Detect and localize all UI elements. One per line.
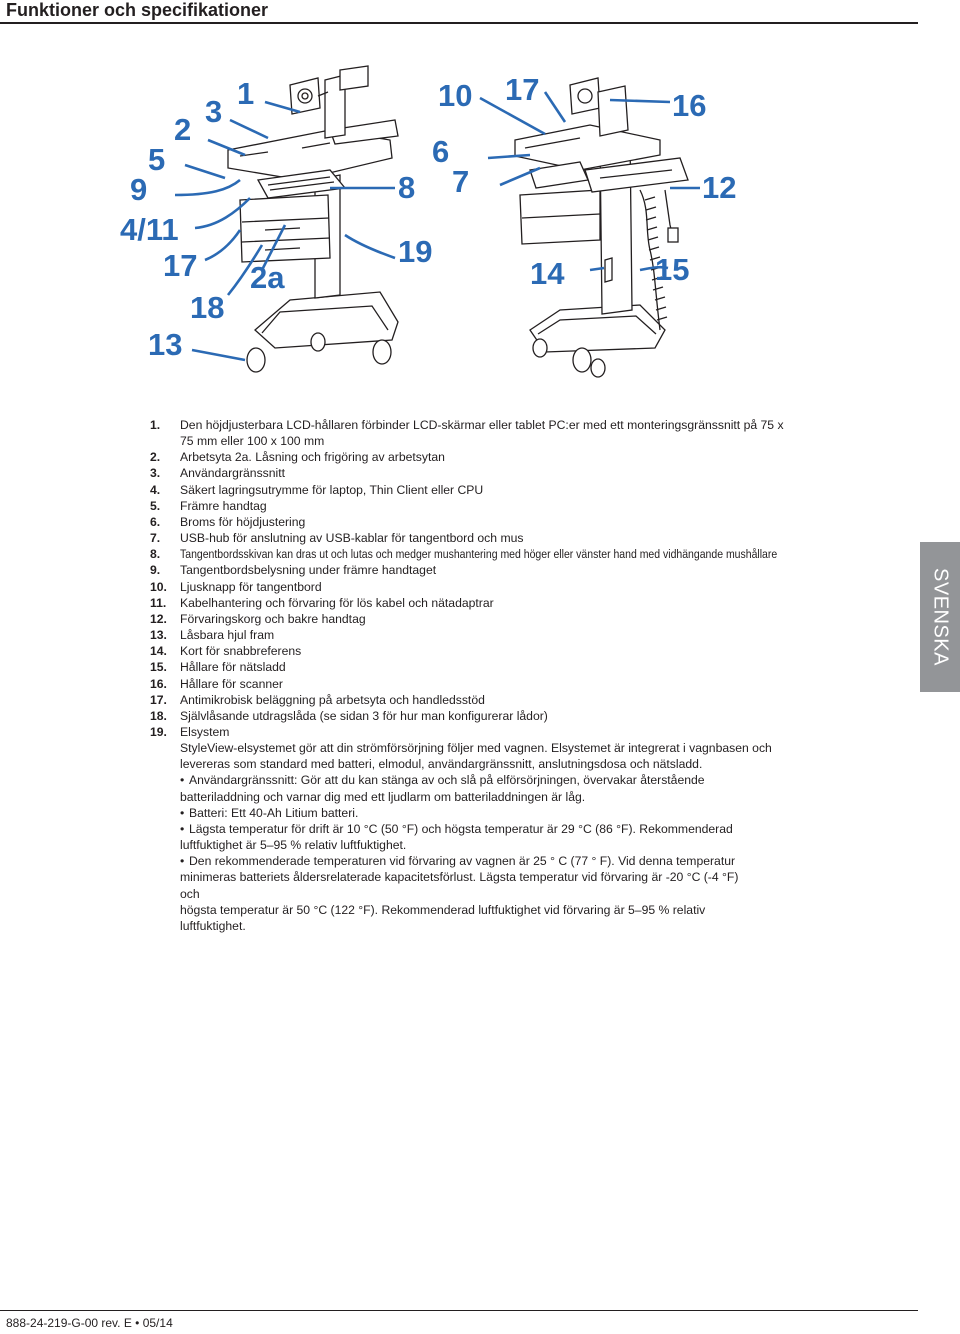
callout-6: 6 bbox=[432, 134, 450, 169]
feature-list bbox=[150, 417, 784, 934]
bullet-item: • Den rekommenderade temperaturen vid förvaring av vagnen är 25 ° C (77 ° F). Vid denna temperatur minimeras batteriets åldersrelaterade kapacitetsförlust. Lägsta temperatur vid förvaring är -20 °C (-4 °F) och högsta temperatur är 50 °C (122 °F). Rekommenderad luftfuktighet vid förvaring är 5–95 % relativ luftfuktighet. bbox=[180, 854, 739, 933]
callout-17-right: 17 bbox=[505, 72, 540, 107]
callout-3: 3 bbox=[205, 94, 223, 129]
list-item: 4. Säkert lagringsutrymme för laptop, Thin Client eller CPU bbox=[150, 482, 484, 497]
callout-9: 9 bbox=[130, 172, 148, 207]
list-item: 14. Kort för snabbreferens bbox=[150, 644, 302, 659]
bullet-item: • Lägsta temperatur för drift är 10 °C (50 °F) och högsta temperatur är 29 °C (86 °F). Rekommenderad luftfuktighet är 5–95 % relativ luftfuktighet. bbox=[180, 821, 733, 853]
list-item: 6. Broms för höjdjustering bbox=[150, 514, 306, 529]
list-item: 18. Självlåsande utdragslåda (se sidan 3 för hur man konfigurerar lådor) bbox=[150, 708, 548, 723]
list-item: 7. USB-hub för anslutning av USB-kablar för tangentbord och mus bbox=[150, 531, 524, 546]
list-item: 75 mm eller 100 x 100 mm bbox=[180, 434, 325, 449]
language-tab-label: SVENSKA bbox=[929, 568, 952, 666]
header-rule bbox=[0, 22, 918, 24]
callout-16: 16 bbox=[672, 88, 707, 123]
list-item: 5. Främre handtag bbox=[150, 498, 267, 513]
list-item: 12. Förvaringskorg och bakre handtag bbox=[150, 611, 366, 626]
list-item: 16. Hållare för scanner bbox=[150, 676, 283, 691]
callout-4-11: 4/11 bbox=[120, 212, 179, 247]
list-item: 8. Tangentbordsskivan kan dras ut och lutas och medger mushantering med höger eller vänster hand med vidhängande mushållare bbox=[150, 547, 778, 562]
callout-19: 19 bbox=[398, 234, 433, 269]
footer-rule bbox=[0, 1310, 918, 1311]
document-id: 888-24-219-G-00 rev. E • 05/14 bbox=[6, 1316, 173, 1330]
callout-13: 13 bbox=[148, 327, 183, 362]
callout-8: 8 bbox=[398, 170, 416, 205]
list-item: 2. Arbetsyta 2a. Låsning och frigöring av arbetsytan bbox=[150, 450, 445, 465]
bullet-item: • Användargränssnitt: Gör att du kan stänga av och slå på elförsörjningen, övervakar återstående batteriladdning och varnar dig med ett ljudlarm om batteriladdningen är låg. bbox=[180, 773, 705, 804]
callout-12: 12 bbox=[702, 170, 737, 205]
callout-17-left: 17 bbox=[163, 248, 198, 283]
callout-10: 10 bbox=[438, 78, 473, 113]
list-item: 3. Användargränssnitt bbox=[150, 466, 286, 481]
bullet-item: • Batteri: Ett 40-Ah Litium batteri. bbox=[180, 805, 359, 820]
list-item: 11. Kabelhantering och förvaring för lös kabel och nätadaptrar bbox=[150, 595, 494, 610]
list-item: 19. Elsystem bbox=[150, 724, 230, 739]
power-intro-line: levereras som standard med batteri, elmodul, användargränssnitt, anslutningsdosa och nätsladd. bbox=[180, 757, 703, 772]
cart-figure bbox=[0, 30, 960, 410]
callout-14: 14 bbox=[530, 256, 565, 291]
callout-2a: 2a bbox=[250, 260, 285, 295]
callout-2: 2 bbox=[174, 112, 192, 147]
callout-5: 5 bbox=[148, 142, 166, 177]
language-tab bbox=[920, 542, 960, 692]
callout-15: 15 bbox=[655, 252, 690, 287]
list-item: 13. Låsbara hjul fram bbox=[150, 628, 275, 643]
list-item: 15. Hållare för nätsladd bbox=[150, 660, 286, 675]
list-item: 1. Den höjdjusterbara LCD-hållaren förbinder LCD-skärmar eller tablet PC:er med ett monteringsgränssnitt på 75 x bbox=[150, 418, 784, 432]
page-title: Funktioner och specifikationer bbox=[6, 0, 269, 20]
callout-7: 7 bbox=[452, 164, 470, 199]
list-item: 10. Ljusknapp för tangentbord bbox=[150, 579, 322, 594]
list-item: 9. Tangentbordsbelysning under främre handtaget bbox=[150, 563, 437, 578]
callout-18: 18 bbox=[190, 290, 225, 325]
list-item: 17. Antimikrobisk beläggning på arbetsyta och handledsstöd bbox=[150, 692, 485, 707]
cart-rear-drawing bbox=[515, 78, 688, 377]
callout-1: 1 bbox=[237, 76, 255, 111]
cart-front-drawing bbox=[228, 66, 398, 372]
power-intro-line: StyleView-elsystemet gör att din strömförsörjning följer med vagnen. Elsystemet är integrerat i vagnbasen och bbox=[180, 741, 772, 756]
